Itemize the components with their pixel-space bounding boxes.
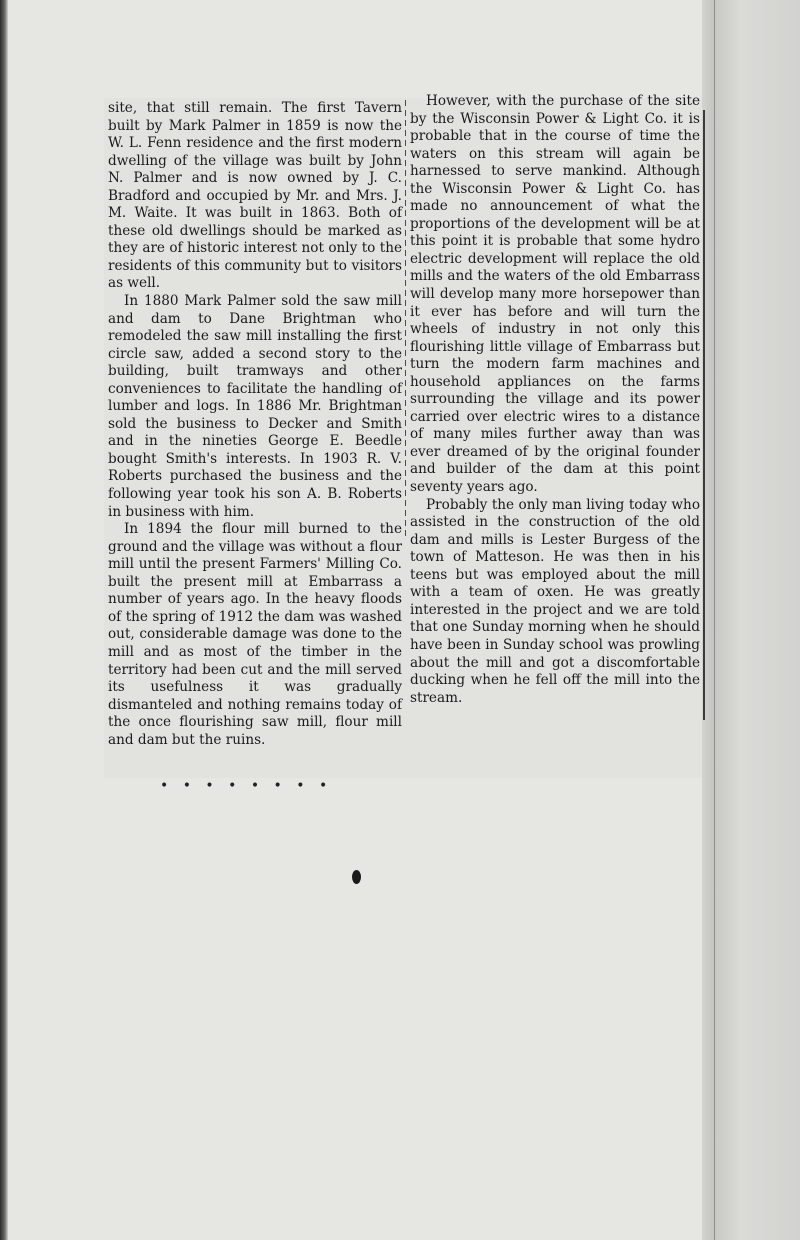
paragraph: In 1894 the flour mill burned to the ground and the village was without a flour mill until the present Farmers' Milling Co. built the present mill at Embarrass a number of years ago. In the heavy floods of the spring of 1912 the dam was washed out, considerable damage was done to the mill and as most of the timber in the territory had been cut and the mill served its usefulness it was gradually dismanteled and nothing remains today of the once flourishing saw mill, flour mill and dam but the ruins. — [108, 521, 402, 748]
right-column — [410, 93, 700, 707]
paragraph: In 1880 Mark Palmer sold the saw mill and dam to Dane Brightman who remodeled the saw mill installing the first circle saw, added a second story to the building, built tramways and other conveniences to facilitate the handling of lumber and logs. In 1886 Mr. Brightman sold the business to Decker and Smith and in the nineties George E. Beedle bought Smith's interests. In 1903 R. V. Roberts purchased the business and the following year took his son A. B. Roberts in business with him. — [108, 293, 402, 520]
paragraph: site, that still remain. The first Tavern built by Mark Palmer in 1859 is now the W. L. Fenn residence and the first modern dwelling of the village was built by John N. Palmer and is now owned by J. C. Bradford and occupied by Mr. and Mrs. J. M. Waite. It was built in 1863. Both of these old dwellings should be marked as they are of historic interest not only to the residents of this community but to visitors as well. — [108, 100, 402, 292]
fold-crease-line — [703, 110, 705, 720]
page-fold — [702, 0, 800, 1240]
section-separator-dots: • • • • • • • • — [160, 778, 333, 794]
paragraph: However, with the purchase of the site by the Wisconsin Power & Light Co. it is probable that in the course of time the waters on this stream will again be harnessed to serve mankind. Although the Wisconsin Power & Light Co. has made no announcement of what the proportions of the development will be at this point it is probable that some hydro electric development will replace the old mills and the waters of the old Embarrass will develop many more horsepower than it ever has before and will turn the wheels of industry in not only this flourishing little village of Embarrass but turn the modern farm machines and household appliances on the farms surrounding the village and its power carried over electric wires to a distance of many miles further away than was ever dreamed of by the original founder and builder of the dam at this point seventy years ago. — [410, 93, 700, 496]
column-divider — [405, 100, 406, 540]
page-edge-shadow — [0, 0, 8, 1240]
left-column — [108, 100, 402, 749]
paragraph: Probably the only man living today who assisted in the construction of the old dam and mills is Lester Burgess of the town of Matteson. He was then in his teens but was employed about the mill with a team of oxen. He was greatly interested in the project and we are told that one Sunday morning when he should have been in Sunday school was prowling about the mill and got a discomfortable ducking when he fell off the mill into the stream. — [410, 496, 700, 706]
ink-blot — [352, 870, 361, 884]
fold-edge-line — [714, 0, 715, 1240]
